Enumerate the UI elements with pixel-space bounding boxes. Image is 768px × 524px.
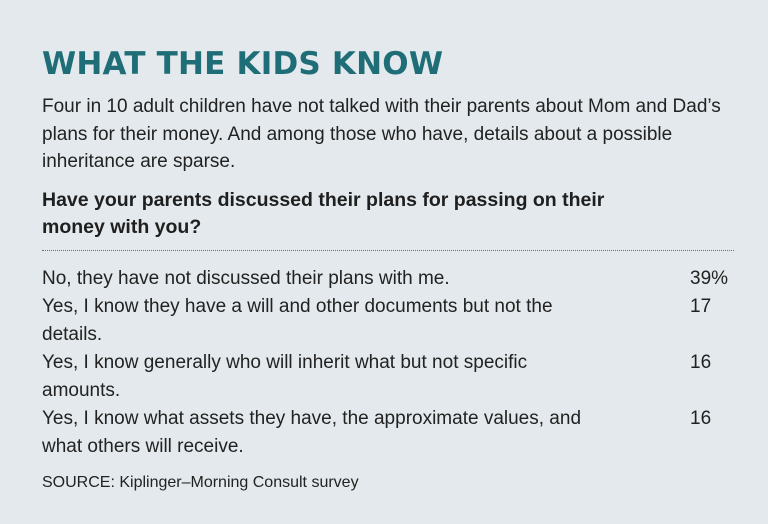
results-table bbox=[42, 265, 734, 461]
row-label: No, they have not discussed their plans with me. bbox=[42, 267, 450, 289]
row-label: Yes, I know they have a will and other documents but not the details. bbox=[42, 295, 553, 345]
row-label: Yes, I know what assets they have, the approximate values, and what others will receive. bbox=[42, 407, 582, 457]
row-value: 39% bbox=[690, 267, 729, 289]
dotted-divider bbox=[42, 250, 734, 251]
table-row bbox=[42, 265, 734, 293]
row-value: 16 bbox=[690, 351, 712, 373]
survey-question: Have your parents discussed their plans for passing on their money with you? bbox=[42, 188, 605, 238]
row-value: 16 bbox=[690, 407, 712, 429]
table-row bbox=[42, 293, 734, 349]
source-note: SOURCE: Kiplinger–Morning Consult survey bbox=[42, 473, 359, 491]
intro-text: Four in 10 adult children have not talked with their parents about Mom and Dad’s plans for their money. And among those who have, details about a possible inheritance are sparse. bbox=[42, 96, 721, 172]
table-row bbox=[42, 405, 734, 461]
row-label: Yes, I know generally who will inherit what but not specific amounts. bbox=[42, 351, 528, 401]
table-row bbox=[42, 349, 734, 405]
row-value: 17 bbox=[690, 295, 712, 317]
page-title: WHAT THE KIDS KNOW bbox=[42, 46, 444, 82]
